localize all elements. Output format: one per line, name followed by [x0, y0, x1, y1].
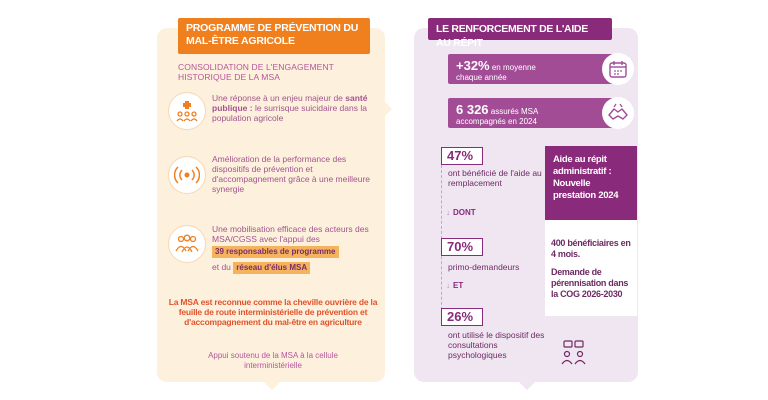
pct-70: 70%: [441, 238, 483, 256]
pct-70-text: primo-demandeurs: [448, 262, 520, 272]
stat-growth: +32% en moyenne chaque année: [448, 54, 614, 84]
pct-47-text: ont bénéficié de l'aide au remplacement: [448, 168, 542, 188]
pct-26: 26%: [441, 308, 483, 326]
connector-dont: ↓ DONT: [446, 208, 476, 217]
side-card-head: Aide au répit administratif : Nouvelle prestation 2024: [545, 146, 637, 220]
right-title: LE RENFORCEMENT DE L'AIDE AU RÉPIT: [428, 18, 612, 40]
side-card-repit: [545, 146, 637, 316]
people-group-icon: [168, 225, 206, 263]
left-panel-bottom-pointer: [263, 381, 281, 390]
item-mobilisation-text: Une mobilisation efficace des acteurs des MSA/CGSS avec l'appui des 39 responsables de programme et du réseau d'élus MSA: [212, 224, 369, 272]
calendar-icon: [602, 53, 634, 85]
handshake-icon: [602, 97, 634, 129]
connector-et: ↓ ET: [446, 281, 464, 290]
highlight-responsables: 39 responsables de programme: [212, 246, 339, 258]
right-panel-bottom-pointer: [518, 381, 536, 390]
left-conclusion: La MSA est reconnue comme la cheville ouvrière de la feuille de route interministérielle de prévention et d'accompagnement du mal-être en agriculture: [168, 297, 378, 327]
item-performance-text: Amélioration de la performance des dispositifs de prévention et d'accompagnement grâce à une meilleure synergie: [212, 154, 371, 194]
left-subtitle: CONSOLIDATION DE L'ENGAGEMENT HISTORIQUE DE LA MSA: [178, 62, 334, 82]
left-support-note: Appui soutenu de la MSA à la cellule interministérielle: [208, 351, 338, 370]
stat-assures: 6 326 assurés MSA accompagnés en 2024: [448, 98, 614, 128]
side-card-body: 400 bénéficiaires en 4 mois. Demande de pérennisation dans la COG 2026-2030: [551, 238, 631, 299]
left-panel-pointer: [383, 100, 392, 118]
item-public-health-text: Une réponse à un enjeu majeur de santé publique : le surrisque suicidaire dans la population agricole: [212, 93, 368, 123]
consultation-icon: [560, 340, 588, 366]
left-title: PROGRAMME DE PRÉVENTION DU MAL-ÊTRE AGRICOLE: [178, 18, 370, 54]
signal-broadcast-icon: [168, 156, 206, 194]
pct-47: 47%: [441, 147, 483, 165]
health-network-icon: [168, 92, 206, 130]
highlight-reseau-elus: réseau d'élus MSA: [233, 262, 310, 274]
pct-26-text: ont utilisé le dispositif des consultations psychologiques: [448, 330, 545, 360]
